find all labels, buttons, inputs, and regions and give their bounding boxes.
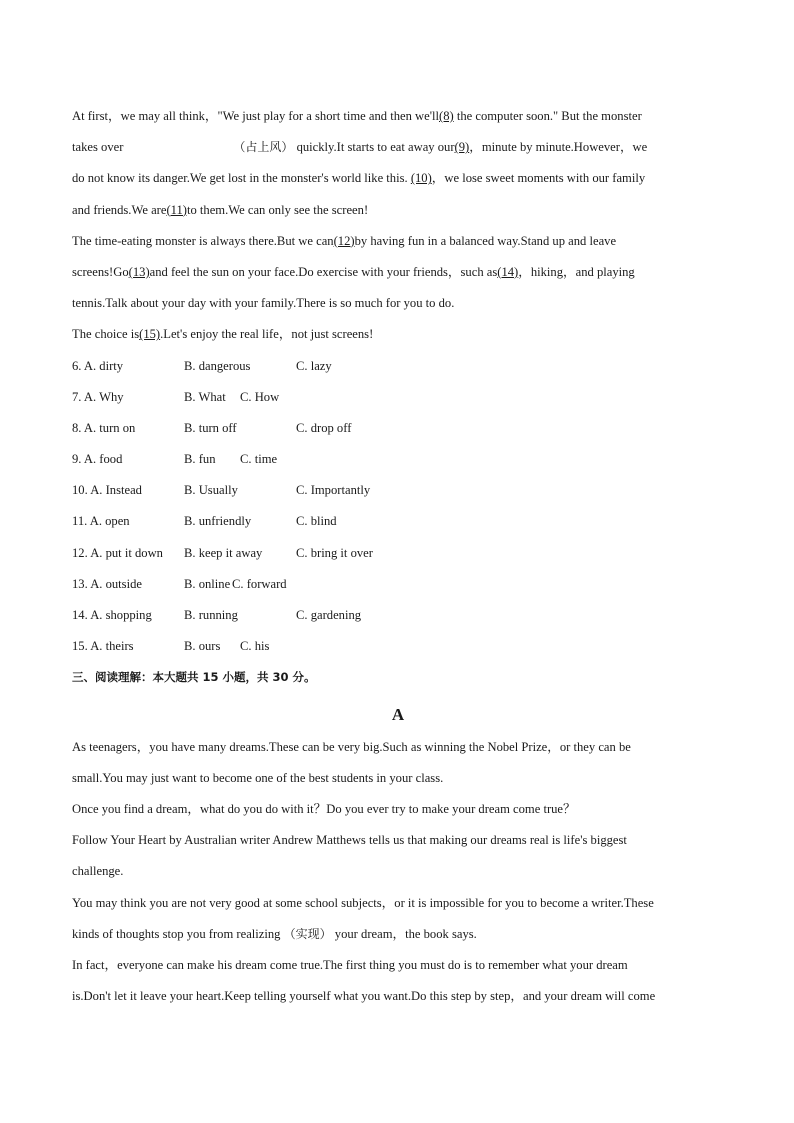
question-row bbox=[72, 631, 724, 662]
question-row bbox=[72, 600, 724, 631]
blank-11: (11) bbox=[166, 202, 187, 217]
question-row bbox=[72, 351, 724, 382]
blank-10: (10) bbox=[410, 171, 432, 186]
text: quickly.It starts to eat away our bbox=[293, 140, 455, 155]
reading-line: is.Don't let it leave your heart.Keep telling yourself what you want.Do this step by step，and your dream will come bbox=[72, 989, 656, 1004]
text: do not know its danger.We get lost in the monster's world like this. bbox=[72, 171, 411, 186]
option-c: C. lazy bbox=[296, 358, 332, 373]
passage-line bbox=[72, 288, 724, 319]
passage-line bbox=[72, 163, 724, 194]
text: and friends.We are bbox=[72, 202, 167, 217]
text: ，hiking，and playing bbox=[518, 264, 635, 279]
option-c: C. forward bbox=[232, 576, 287, 591]
chinese-gloss: （占上风） bbox=[233, 140, 294, 155]
option-c: C. his bbox=[240, 639, 270, 654]
document-page bbox=[72, 101, 724, 1012]
option-a: 11. A. open bbox=[72, 514, 130, 529]
text: by having fun in a balanced way.Stand up and leave bbox=[354, 233, 617, 248]
option-b: B. dangerous bbox=[184, 358, 251, 373]
reading-line: As teenagers，you have many dreams.These can be very big.Such as winning the Nobel Prize，or they can be bbox=[72, 739, 631, 754]
option-c: C. blind bbox=[296, 514, 337, 529]
blank-9: (9) bbox=[454, 140, 470, 155]
option-a: 13. A. outside bbox=[72, 576, 142, 591]
passage-line bbox=[72, 226, 724, 257]
blank-8: (8) bbox=[439, 109, 454, 123]
blank-13: (13) bbox=[128, 264, 150, 279]
option-a: 12. A. put it down bbox=[72, 545, 163, 560]
blank-12: (12) bbox=[333, 233, 355, 248]
text: ，we lose sweet moments with our family bbox=[431, 171, 646, 186]
question-row bbox=[72, 538, 724, 569]
text: the computer soon." But the monster bbox=[453, 109, 642, 123]
text: your dream，the book says. bbox=[331, 926, 477, 941]
option-b: B. turn off bbox=[184, 420, 237, 435]
passage-line bbox=[72, 257, 724, 288]
text: .Let's enjoy the real life，not just screens! bbox=[160, 327, 374, 342]
option-b: B. What bbox=[184, 389, 226, 404]
question-row bbox=[72, 475, 724, 506]
text: The choice is bbox=[72, 327, 140, 342]
text: tennis.Talk about your day with your family.There is so much for you to do. bbox=[72, 296, 455, 311]
passage-line bbox=[72, 101, 724, 132]
passage-line bbox=[72, 319, 724, 350]
option-b: B. unfriendly bbox=[184, 514, 252, 529]
text: and feel the sun on your face.Do exercise with your friends，such as bbox=[149, 264, 498, 279]
option-a: 10. A. Instead bbox=[72, 483, 142, 498]
reading-line bbox=[72, 919, 724, 950]
reading-line: You may think you are not very good at some school subjects，or it is impossible for you to become a writer.These bbox=[72, 895, 654, 910]
chinese-gloss: （实现） bbox=[283, 926, 332, 941]
blank-14: (14) bbox=[497, 264, 519, 279]
option-c: C. time bbox=[240, 452, 278, 467]
option-a: 15. A. theirs bbox=[72, 639, 134, 654]
text: At first，we may all think，"We just play for a short time and then we'll bbox=[72, 109, 439, 123]
option-b: B. Usually bbox=[184, 483, 238, 498]
passage-line bbox=[72, 195, 724, 226]
text: kinds of thoughts stop you from realizing bbox=[72, 926, 284, 941]
option-a: 14. A. shopping bbox=[72, 608, 152, 622]
text: takes over bbox=[72, 140, 124, 155]
option-a: 7. A. Why bbox=[72, 389, 124, 404]
text: to them.We can only see the screen! bbox=[186, 202, 369, 217]
reading-line: Once you find a dream，what do you do with it？Do you ever try to make your dream come true？ bbox=[72, 801, 576, 816]
option-a: 9. A. food bbox=[72, 452, 123, 467]
blank-15: (15) bbox=[139, 327, 161, 342]
reading-line: In fact，everyone can make his dream come true.The first thing you must do is to remember what your dream bbox=[72, 957, 628, 972]
option-b: B. running bbox=[184, 608, 238, 622]
reading-line: Follow Your Heart by Australian writer Andrew Matthews tells us that making our dreams real is life's biggest bbox=[72, 833, 627, 848]
option-c: C. How bbox=[240, 389, 280, 404]
option-b: B. fun bbox=[184, 452, 216, 467]
reading-line: small.You may just want to become one of the best students in your class. bbox=[72, 770, 444, 785]
question-row bbox=[72, 382, 724, 413]
question-row bbox=[72, 444, 724, 475]
question-row bbox=[72, 569, 724, 600]
option-c: C. Importantly bbox=[296, 483, 371, 498]
text: ，minute by minute.However，we bbox=[469, 140, 648, 155]
question-row bbox=[72, 506, 724, 537]
text: screens!Go bbox=[72, 264, 129, 279]
option-c: C. drop off bbox=[296, 420, 352, 435]
reading-title: A bbox=[391, 704, 405, 724]
passage-line bbox=[72, 132, 724, 163]
text: The time-eating monster is always there.But we can bbox=[72, 233, 334, 248]
option-b: B. keep it away bbox=[184, 545, 263, 560]
option-a: 8. A. turn on bbox=[72, 420, 136, 435]
section-heading: 三、阅读理解：本大题共 15 小题，共 30 分。 bbox=[72, 670, 316, 685]
question-list bbox=[72, 351, 724, 663]
option-c: C. bring it over bbox=[296, 545, 373, 560]
question-row bbox=[72, 413, 724, 444]
option-a: 6. A. dirty bbox=[72, 358, 124, 373]
option-b: B. online bbox=[184, 576, 231, 591]
option-c: C. gardening bbox=[296, 608, 362, 622]
option-b: B. ours bbox=[184, 639, 221, 654]
reading-line: challenge. bbox=[72, 864, 124, 879]
